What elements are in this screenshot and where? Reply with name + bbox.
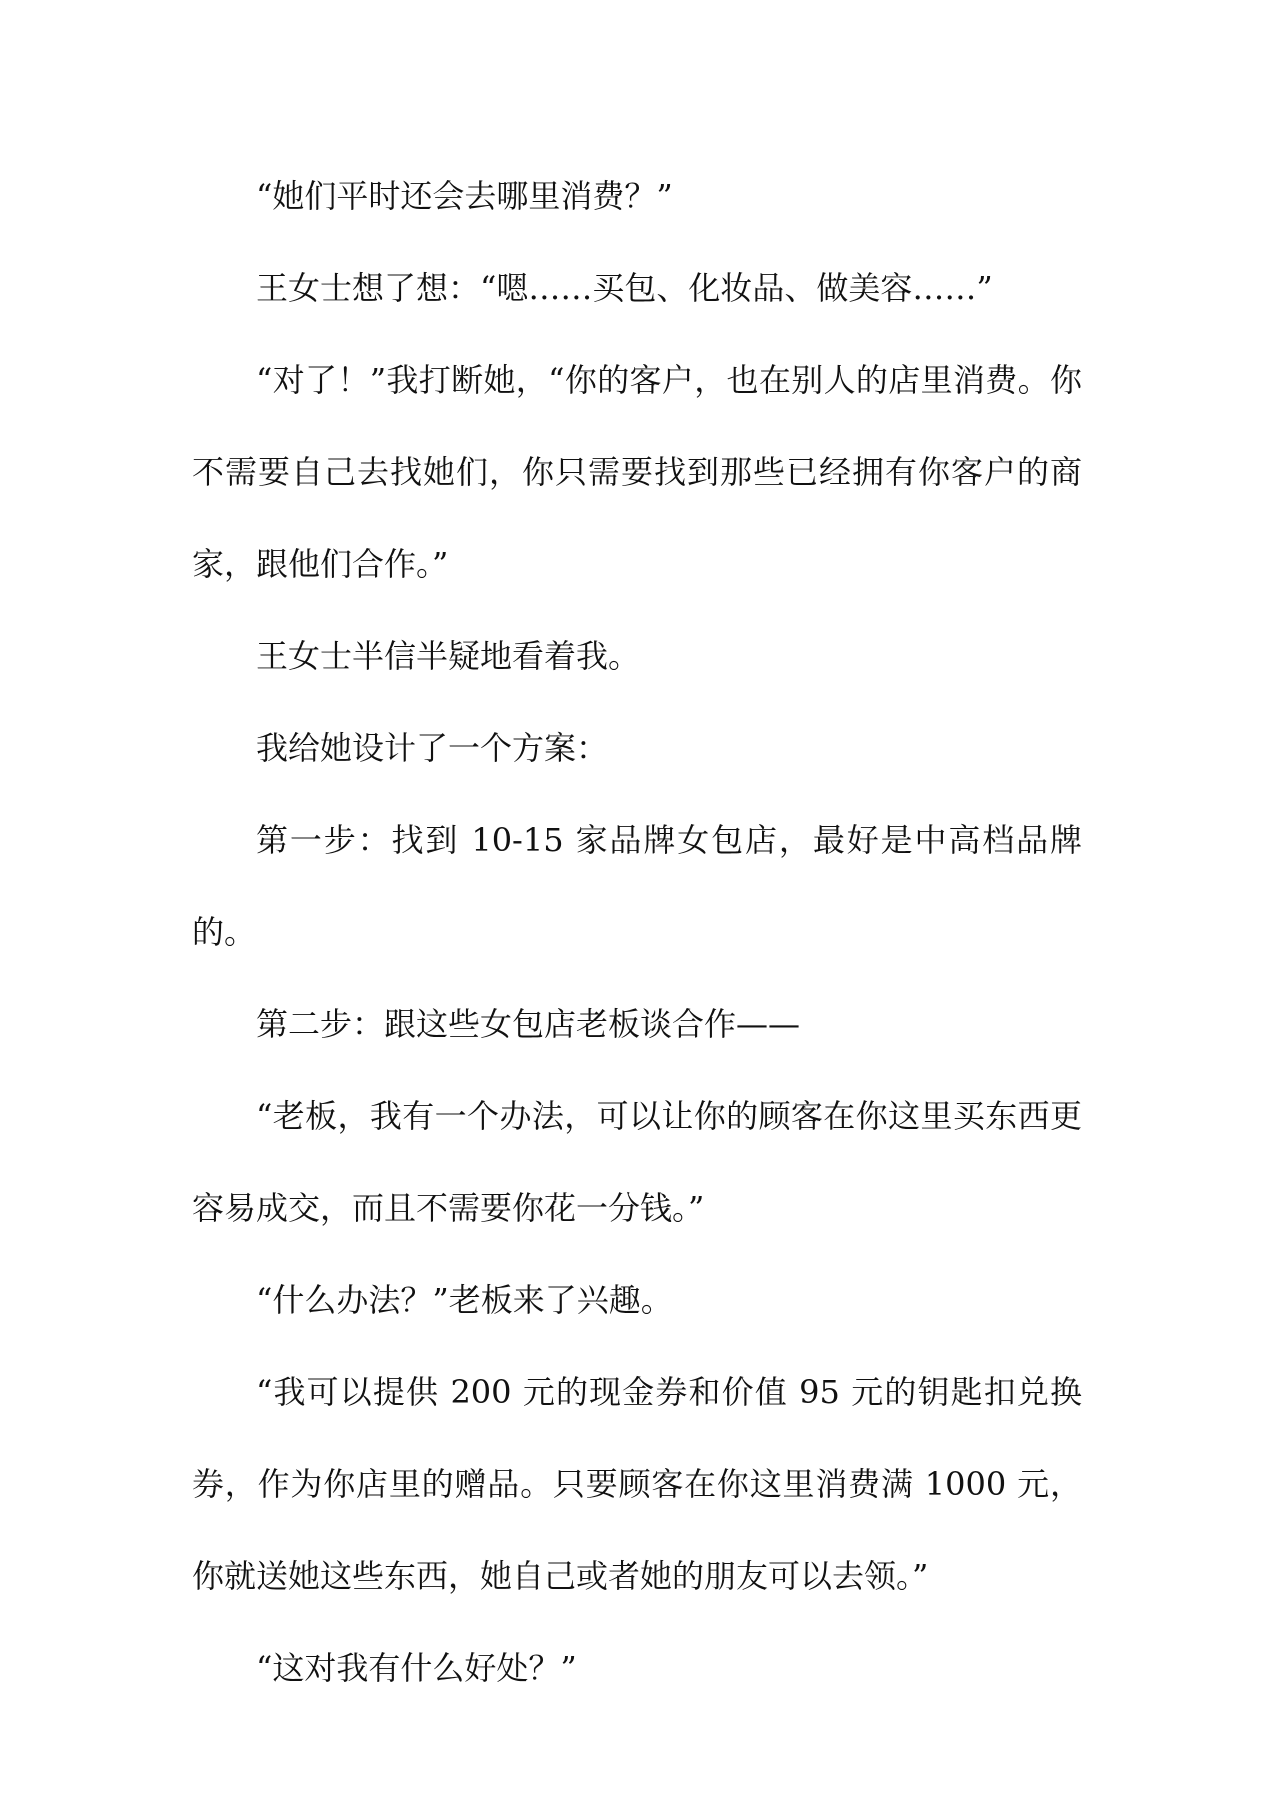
paragraph: 王女士想了想：“嗯……买包、化妆品、做美容……”	[256, 269, 993, 307]
paragraph: “对了！”我打断她，“你的客户，也在别人的店里消费。你不需要自己去找她们，你只需要找到那些已经拥有你客户的商家，跟他们合作。”	[192, 361, 1082, 583]
body-text	[192, 150, 1082, 1714]
paragraph: “什么办法？”老板来了兴趣。	[256, 1281, 673, 1319]
paragraph: 王女士半信半疑地看着我。	[256, 637, 641, 675]
paragraph: 第一步：找到 10-15 家品牌女包店，最好是中高档品牌的。	[192, 821, 1082, 951]
paragraph: “我可以提供 200 元的现金券和价值 95 元的钥匙扣兑换券，作为你店里的赠品。只要顾客在你这里消费满 1000 元，你就送她这些东西，她自己或者她的朋友可以去领。”	[192, 1373, 1082, 1595]
paragraph: “老板，我有一个办法，可以让你的顾客在你这里买东西更容易成交，而且不需要你花一分钱。”	[192, 1097, 1082, 1227]
paragraph: 我给她设计了一个方案：	[256, 729, 609, 767]
paragraph: “她们平时还会去哪里消费？”	[256, 177, 673, 215]
paragraph: “这对我有什么好处？”	[256, 1649, 577, 1687]
paragraph: 第二步：跟这些女包店老板谈合作——	[256, 1005, 801, 1043]
